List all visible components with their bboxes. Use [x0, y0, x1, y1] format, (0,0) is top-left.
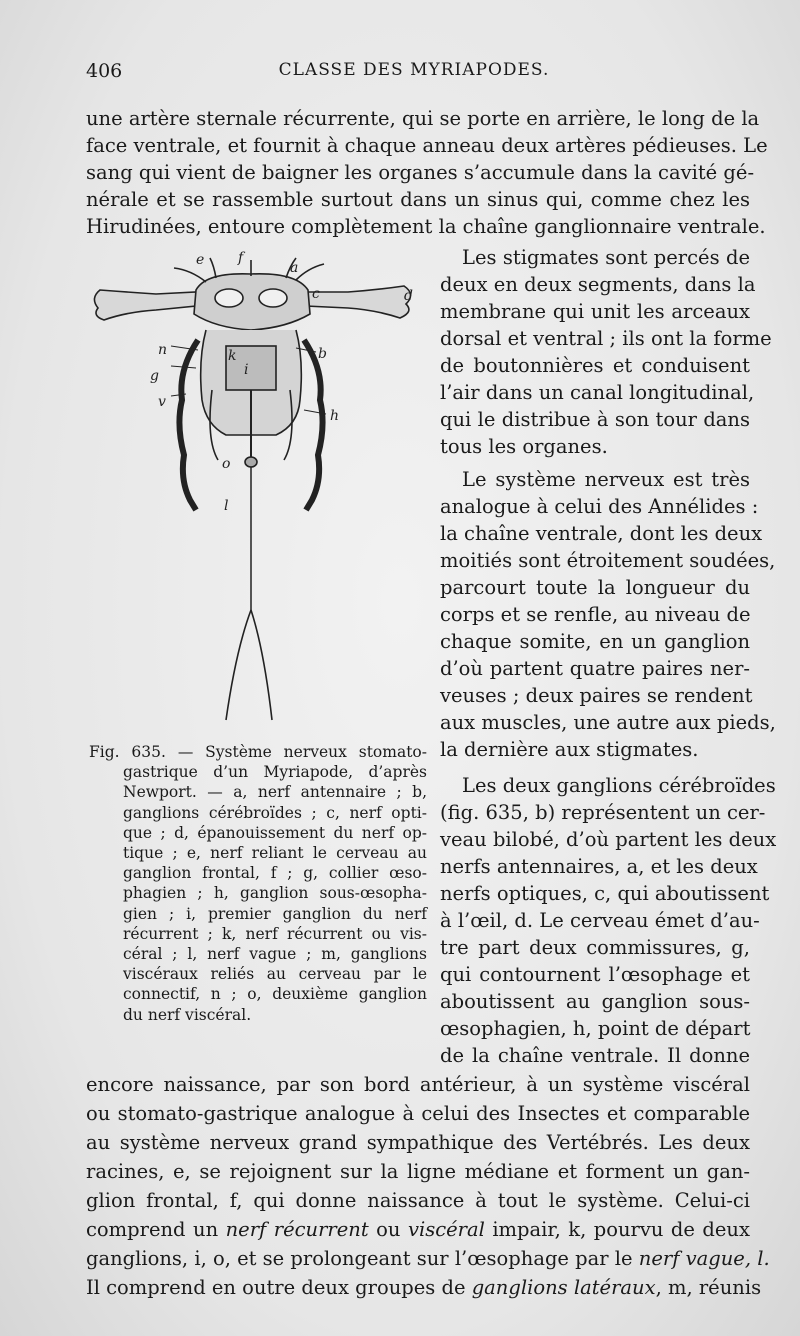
running-title: CLASSE DES MYRIAPODES. — [278, 60, 550, 80]
caption-line: connectif, n ; o, deuxième ganglion — [123, 985, 427, 1004]
text-line: ou stomato-gastrique analogue à celui des Insectes et comparable — [86, 1102, 750, 1125]
text-line: œsophagien, h, point de départ — [440, 1017, 751, 1040]
figure-caption — [89, 742, 427, 1025]
text-line: sang qui vient de baigner les organes s’accumule dans la cavité gé- — [86, 161, 755, 184]
figure-label-i: i — [244, 362, 249, 378]
text-span: Il comprend en outre deux groupes de — [86, 1276, 472, 1299]
caption-line: céral ; l, nerf vague ; m, ganglions — [123, 945, 427, 964]
caption-line: Newport. — a, nerf antennaire ; b, — [123, 783, 427, 802]
text-line: de boutonnières et conduisent — [440, 354, 750, 377]
text-line: Le système nerveux est très — [462, 468, 750, 491]
caption-line: Fig. 635. — Système nerveux stomato- — [89, 743, 427, 761]
text-line: tous les organes. — [440, 435, 608, 458]
italic-term: ganglions latéraux — [471, 1276, 656, 1299]
caption-line: ganglions cérébroïdes ; c, nerf opti- — [123, 803, 427, 822]
figure-label-f: f — [238, 250, 244, 266]
page-header — [86, 60, 742, 90]
caption-line: viscéraux reliés au cerveau par le — [123, 965, 427, 984]
nervous-system-illustration — [86, 250, 428, 730]
text-line: au système nerveux grand sympathique des Vertébrés. Les deux — [86, 1131, 750, 1154]
figure-label-b: b — [318, 346, 327, 362]
text-line — [86, 1217, 750, 1243]
text-line: nerfs optiques, c, qui aboutissent — [440, 882, 770, 905]
text-line: une artère sternale récurrente, qui se porte en arrière, le long de la — [86, 107, 760, 130]
text-line: aboutissent au ganglion sous- — [440, 990, 750, 1013]
text-line — [86, 1275, 762, 1301]
text-line: veuses ; deux paires se rendent — [440, 684, 753, 707]
text-span: , m, réunis — [655, 1276, 762, 1299]
italic-term: nerf récurrent — [225, 1218, 369, 1241]
figure-nervous-system — [86, 250, 428, 730]
text-line: de la chaîne ventrale. Il donne — [440, 1044, 750, 1067]
text-line: moitiés sont étroitement soudées, — [440, 549, 776, 572]
figure-label-v: v — [158, 394, 166, 410]
caption-line: gien ; i, premier ganglion du nerf — [123, 904, 427, 923]
text-line: glion frontal, f, qui donne naissance à tout le système. Celui-ci — [86, 1189, 750, 1212]
text-line: d’où partent quatre paires ner- — [440, 657, 750, 680]
caption-line: ganglion frontal, f ; g, collier œso- — [123, 864, 427, 883]
text-line: à l’œil, d. Le cerveau émet d’au- — [440, 909, 760, 932]
text-line: Les stigmates sont percés de — [462, 246, 750, 269]
text-line: l’air dans un canal longitudinal, — [440, 381, 755, 404]
figure-label-c: c — [312, 286, 320, 302]
figure-label-o: o — [222, 456, 231, 472]
text-line: la dernière aux stigmates. — [440, 738, 699, 761]
text-line: Hirudinées, entoure complètement la chaîne ganglionnaire ventrale. — [86, 215, 766, 238]
text-line: analogue à celui des Annélides : — [440, 495, 759, 518]
caption-line: tique ; e, nerf reliant le cerveau au — [123, 844, 427, 863]
text-line: dorsal et ventral ; ils ont la forme — [440, 327, 772, 350]
figure-label-k: k — [228, 348, 237, 364]
figure-label-h: h — [330, 408, 340, 424]
text-line: face ventrale, et fournit à chaque anneau deux artères pédieuses. Le — [86, 134, 768, 157]
caption-line: du nerf viscéral. — [123, 1005, 252, 1024]
text-line: la chaîne ventrale, dont les deux — [440, 522, 763, 545]
text-span: impair, k, pourvu de deux — [484, 1218, 750, 1241]
text-line: (fig. 635, b) représentent un cer- — [440, 801, 766, 824]
figure-label-g: g — [150, 368, 159, 384]
text-line: tre part deux commissures, g, — [440, 936, 750, 959]
text-line: membrane qui unit les arceaux — [440, 300, 750, 323]
text-line: racines, e, se rejoignent sur la ligne médiane et forment un gan- — [86, 1160, 750, 1183]
figure-label-n: n — [158, 342, 168, 358]
page-number: 406 — [86, 60, 123, 82]
italic-term: nerf vague, l. — [638, 1247, 770, 1270]
text-line: veau bilobé, d’où partent les deux — [440, 828, 777, 851]
text-line: encore naissance, par son bord antérieur, à un système viscéral — [86, 1073, 750, 1096]
caption-line: récurrent ; k, nerf récurrent ou vis- — [123, 924, 427, 943]
text-line: qui le distribue à son tour dans — [440, 408, 750, 431]
text-line: chaque somite, en un ganglion — [440, 630, 750, 653]
caption-line: gastrique d’un Myriapode, d’après — [123, 763, 427, 782]
text-line: aux muscles, une autre aux pieds, — [440, 711, 776, 734]
text-span: ganglions, i, o, et se prolongeant sur l’œsophage par le — [86, 1247, 639, 1270]
text-line: parcourt toute la longueur du — [440, 576, 750, 599]
text-line: Les deux ganglions cérébroïdes — [462, 774, 776, 797]
figure-label-a: a — [290, 260, 299, 276]
caption-line: que ; d, épanouissement du nerf op- — [123, 823, 427, 842]
text-line: nerfs antennaires, a, et les deux — [440, 855, 758, 878]
text-span: comprend un — [86, 1218, 226, 1241]
figure-label-e: e — [196, 252, 205, 268]
figure-label-d: d — [404, 288, 413, 304]
text-line — [86, 1246, 770, 1272]
text-line: deux en deux segments, dans la — [440, 273, 756, 296]
figure-label-l: l — [224, 498, 229, 514]
caption-line: phagien ; h, ganglion sous-œsopha- — [123, 884, 427, 903]
text-line: nérale et se rassemble surtout dans un sinus qui, comme chez les — [86, 188, 750, 211]
italic-term: viscéral — [407, 1218, 485, 1241]
text-span: ou — [368, 1218, 408, 1241]
text-line: qui contournent l’œsophage et — [440, 963, 750, 986]
text-line: corps et se renfle, au niveau de — [440, 603, 751, 626]
